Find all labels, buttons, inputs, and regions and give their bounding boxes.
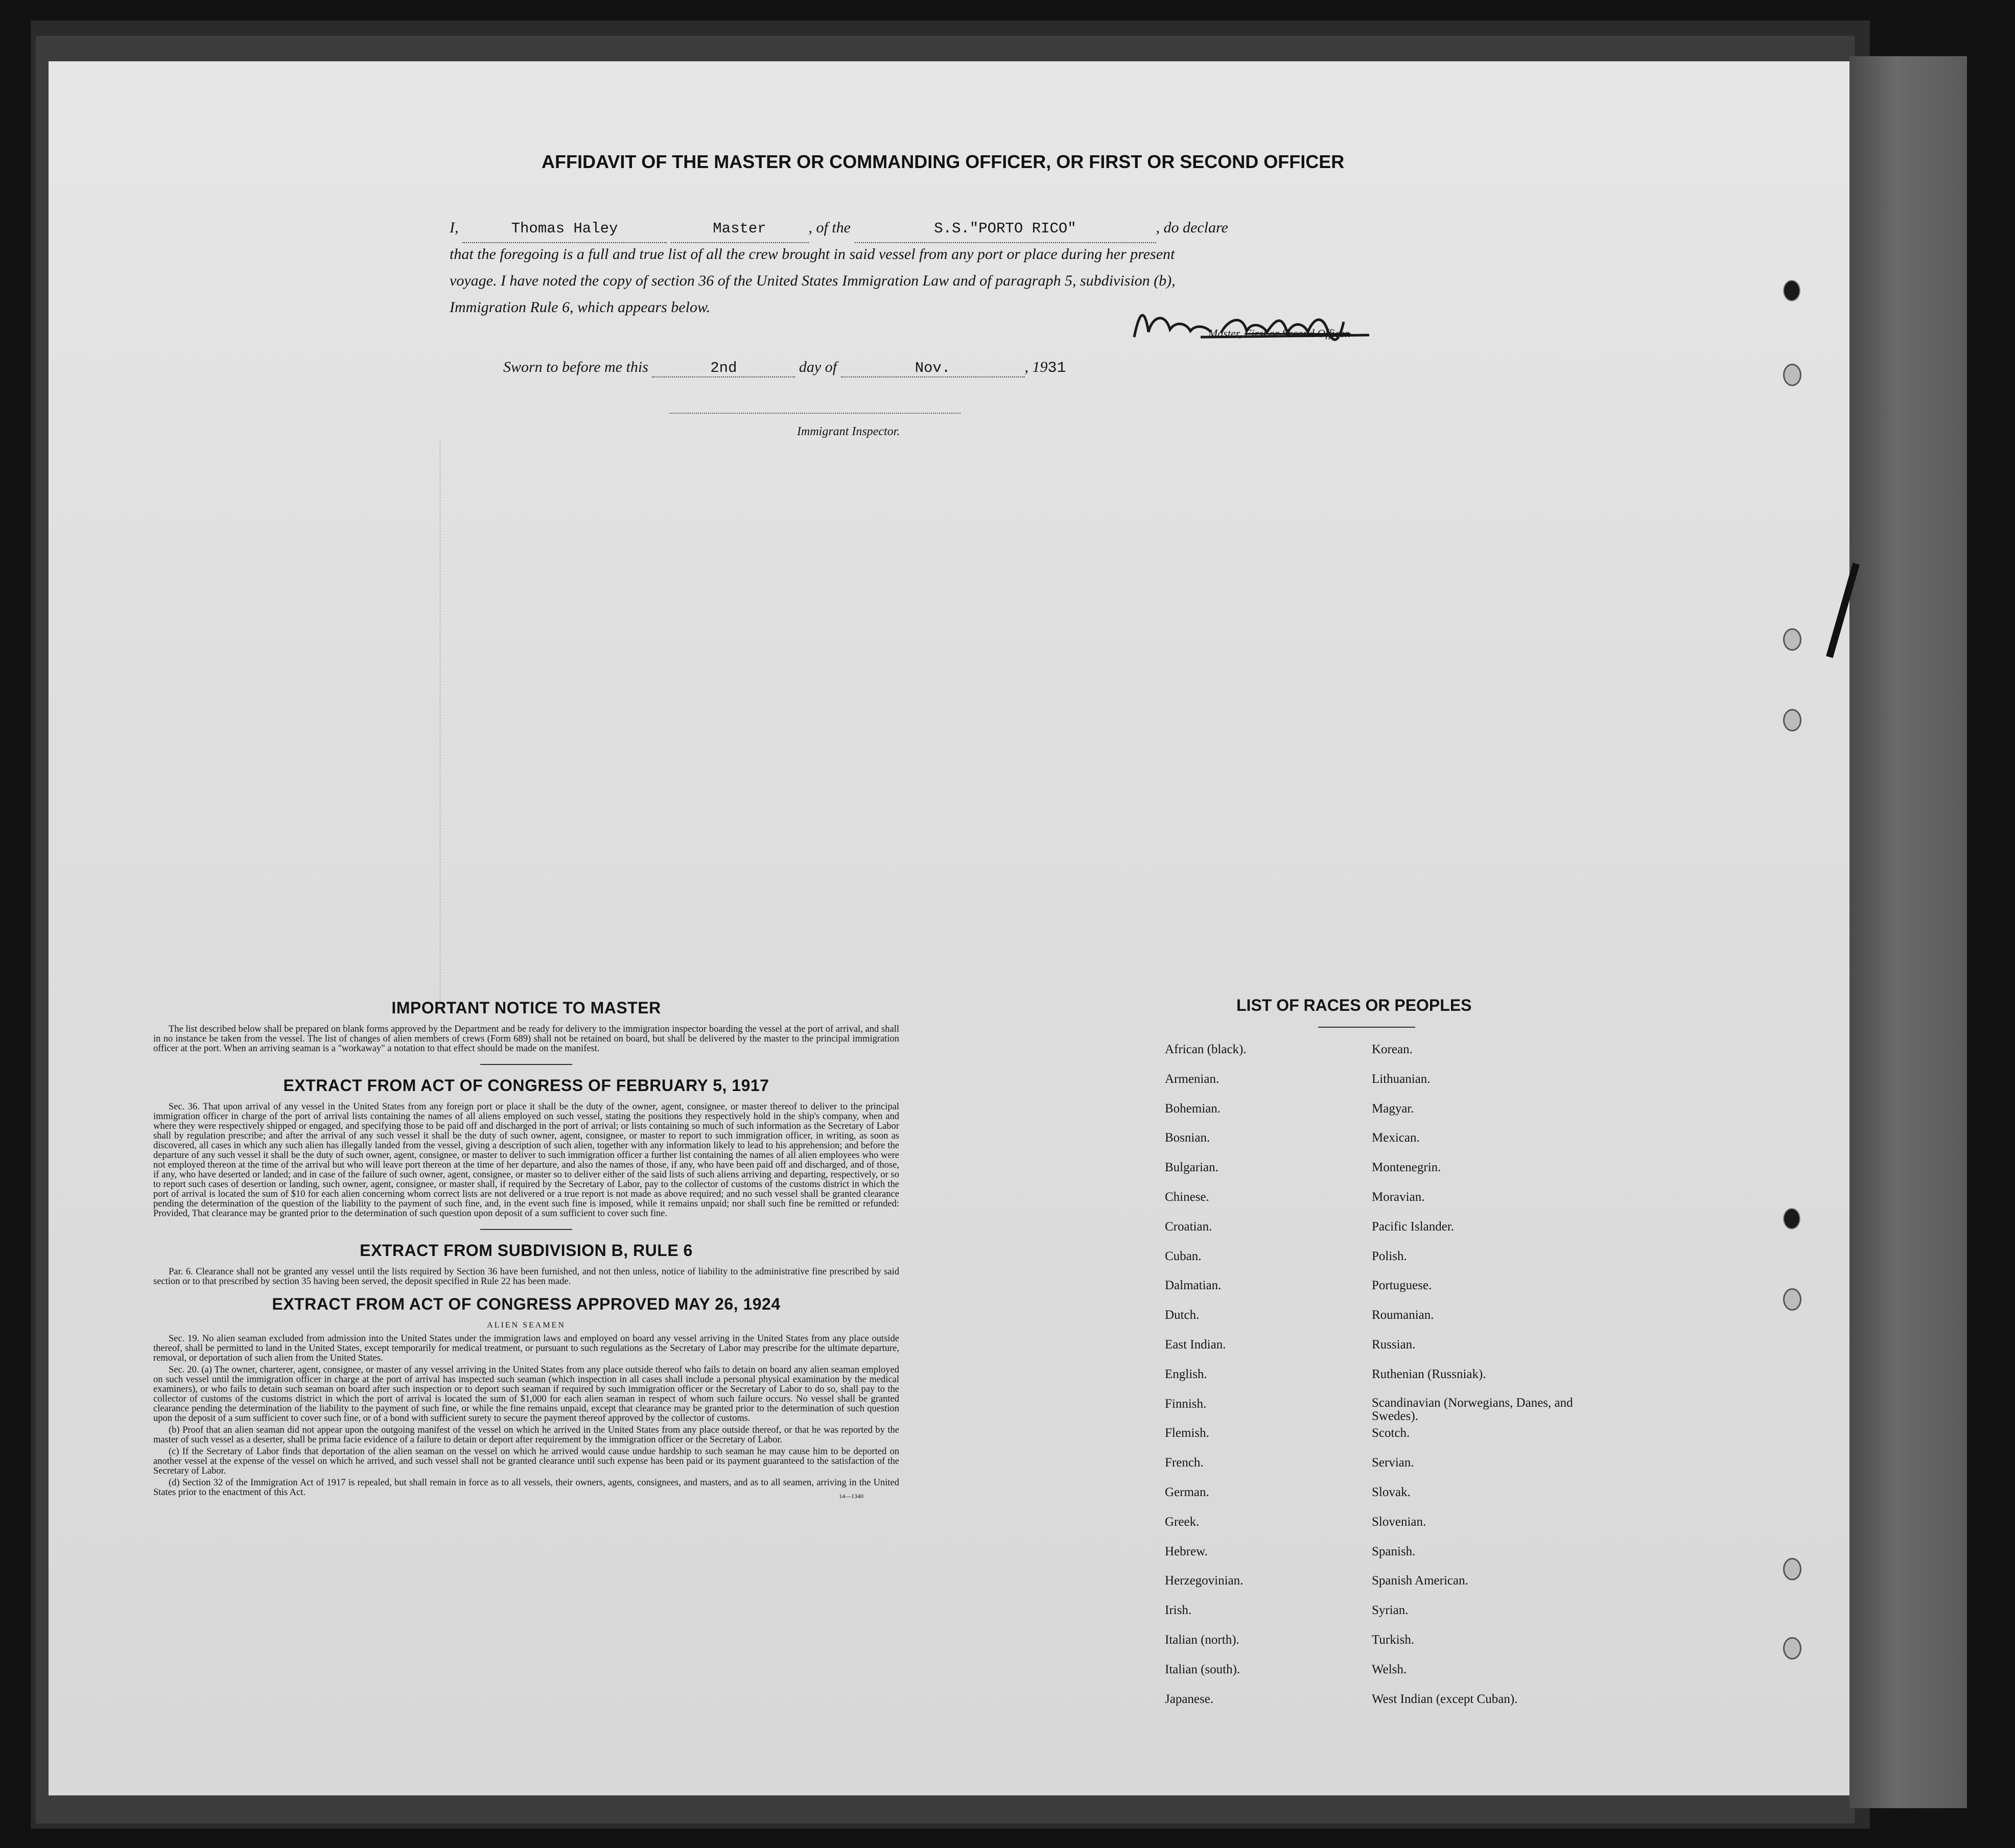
- race-item: Armenian.: [1165, 1072, 1220, 1086]
- race-item: Bulgarian.: [1165, 1160, 1219, 1175]
- race-item: Greek.: [1165, 1514, 1200, 1529]
- caption-struck-officer: First or Second Officer.: [1244, 327, 1351, 340]
- inspector-signature-line: [669, 413, 960, 414]
- race-item: African (black).: [1165, 1043, 1247, 1056]
- race-item: Welsh.: [1372, 1662, 1407, 1676]
- race-item: Cuban.: [1165, 1249, 1202, 1263]
- extract-1917-body: Sec. 36. That upon arrival of any vessel in the United States from any foreign port or place it shall be the duty of the owner, agent, consignee, or master thereof to deliver to the principal immigration officer in charge of the port of arrival lists containing the names of all aliens employed on such vessel, stating the positions they respectively hold in the ship's company, when and where they were respectively shipped or engaged, and specifying those to be paid off and discharged in the port of arrival; or lists containing so much of such information as the Secretary of Labor shall by regulation prescribe; and after the arrival of any such vessel it shall be the duty of such owner, agent, consignee, or master to report to such immigration officer, in writing, as soon as discovered, all cases in which any such alien has illegally landed from the vessel, giving a description of such alien, together with any information likely to lead to his apprehension; and before the departure of any such vessel it shall be the duty of such owner, agent, consignee, or master to deliver to such immigration officer a further list containing the names of all alien employees who were not employed thereon at the time of the arrival but who will leave port thereon at the time of her departure, and also the names of those, if any, who have been paid off and discharged, and of those, if any, who have deserted or landed; and in case of the failure of such owner, agent, consignee, or master so to deliver either of the said lists of such aliens arriving and departing, respectively, or so to report such cases of desertion or landing, such owner, agent, consignee, or master shall, if required by the Secretary of Labor, pay to the collector of customs of the customs district in which the port of arrival is located the sum of $10 for each alien concerning whom correct lists are not delivered or a true report is not made as above required; and no such vessel shall be granted clearance pending the determination of the question of the liability to the payment of such fine, and, in the event such fine is imposed, while it remains unpaid; nor shall such fine be remitted or refunded: Provided, That clearance may be granted prior to the determination of such question upon deposit of a sum sufficient to cover such fine.: [153, 1102, 899, 1219]
- race-item: Lithuanian.: [1372, 1072, 1431, 1086]
- inspector-label: Immigrant Inspector.: [797, 425, 900, 438]
- races-left-column: [1165, 1042, 1247, 1721]
- race-item: English.: [1165, 1367, 1207, 1381]
- race-item: Dalmatian.: [1165, 1278, 1222, 1293]
- race-item: West Indian (except Cuban).: [1372, 1692, 1518, 1706]
- signature-caption: [1208, 327, 1351, 340]
- punch-hole-icon: [1783, 1288, 1801, 1311]
- race-item: Bohemian.: [1165, 1101, 1221, 1116]
- race-item: French.: [1165, 1456, 1204, 1470]
- notice-title: IMPORTANT NOTICE TO MASTER: [391, 999, 661, 1017]
- race-item: Turkish.: [1372, 1632, 1415, 1647]
- sworn-day-field: 2nd: [652, 360, 795, 377]
- race-item: East Indian.: [1165, 1337, 1226, 1352]
- form-number: 14—1340: [839, 1492, 863, 1500]
- punch-hole-icon: [1783, 364, 1801, 386]
- race-item: Slovak.: [1372, 1485, 1411, 1499]
- race-item: Montenegrin.: [1372, 1160, 1441, 1175]
- race-item: Scandinavian (Norwegians, Danes, and Swedes).: [1372, 1395, 1573, 1423]
- year-prefix: , 19: [1024, 359, 1048, 375]
- race-item: Dutch.: [1165, 1308, 1200, 1322]
- race-item: Flemish.: [1165, 1426, 1209, 1440]
- punch-hole-icon: [1783, 709, 1801, 731]
- affidavit-line-3: voyage. I have noted the copy of section 36 of the United States Immigration Law and of paragraph 5, subdivision (b),: [450, 272, 1176, 289]
- race-item: Hebrew.: [1165, 1544, 1208, 1558]
- day-of-text: day of: [799, 359, 837, 375]
- race-item: Spanish American.: [1372, 1574, 1468, 1588]
- divider: [480, 1229, 572, 1230]
- race-item: Polish.: [1372, 1249, 1407, 1263]
- punch-hole-icon: [1783, 1208, 1800, 1229]
- race-item: Irish.: [1165, 1603, 1192, 1618]
- race-item: Moravian.: [1372, 1190, 1425, 1204]
- extract-1924-para: Sec. 20. (a) The owner, charterer, agent, consignee, or master of any vessel arriving in the United States from any place outside thereof who fails to detain on board any alien seaman employed on such vessel until the immigration officer in charge at the port of arrival has inspected such seaman (which inspection in all cases shall include a personal physical examination by the medical examiners), or who fails to detain such seaman on board after such inspection or to deport such seaman if required by such immigration officer or the Secretary of Labor to do so, shall pay to the collector of customs of the customs district in which the port of arrival is located the sum of $1,000 for each alien seaman in respect of whom such failure occurs. No vessel shall be granted clearance pending the determination of the liability to the payment of such fine, or while the fine remains unpaid, except that clearance may be granted prior to the determination of such question upon the deposit of a sum sufficient to cover such fine, or of a bond with sufficient surety to secure the payment thereof approved by the collector of customs.: [153, 1365, 899, 1424]
- affidavit-i: I,: [450, 219, 459, 236]
- vessel-name-field: S.S."PORTO RICO": [855, 216, 1156, 243]
- rank-field: Master: [671, 216, 809, 243]
- of-the-text: , of the: [808, 219, 851, 236]
- race-item: Japanese.: [1165, 1692, 1214, 1706]
- race-item: Ruthenian (Russniak).: [1372, 1367, 1486, 1381]
- extract-1917-title: EXTRACT FROM ACT OF CONGRESS OF FEBRUARY 5, 1917: [283, 1076, 769, 1095]
- affidavit-line-2: that the foregoing is a full and true list of all the crew brought in said vessel from any port or place during her present: [450, 246, 1175, 263]
- sworn-month-field: Nov.: [841, 360, 1025, 377]
- extract-1924-para: Sec. 19. No alien seaman excluded from admission into the United States under the immigration laws and employed on board any vessel arriving in the United States from any place outside thereof, shall be permitted to land in the United States, except temporarily for medical treatment, or pursuant to such regulations as the Secretary of Labor may prescribe for the ultimate departure, removal, or deportation of such alien from the United States.: [153, 1334, 899, 1363]
- race-item: Servian.: [1372, 1456, 1414, 1470]
- race-item: Magyar.: [1372, 1101, 1414, 1116]
- year-suffix: 31: [1047, 360, 1066, 377]
- master-name-field: Thomas Haley: [462, 216, 667, 243]
- race-item: Spanish.: [1372, 1544, 1416, 1558]
- race-item: Croatian.: [1165, 1219, 1212, 1234]
- bleed-through-dots: [439, 439, 446, 1001]
- binding-edge: [1849, 56, 1967, 1808]
- race-item: Syrian.: [1372, 1603, 1409, 1618]
- punch-hole-icon: [1783, 1558, 1801, 1580]
- race-item: Chinese.: [1165, 1190, 1209, 1204]
- race-item: Finnish.: [1165, 1396, 1207, 1411]
- affidavit-line-1: [450, 215, 1471, 241]
- race-item: Korean.: [1372, 1043, 1413, 1056]
- sworn-prefix: Sworn to before me this: [503, 359, 648, 375]
- race-item: Scotch.: [1372, 1426, 1410, 1440]
- race-item: Mexican.: [1372, 1131, 1420, 1145]
- race-item: Roumanian.: [1372, 1308, 1434, 1322]
- race-item: Russian.: [1372, 1337, 1416, 1352]
- extract-rule6-body: Par. 6. Clearance shall not be granted any vessel until the lists required by Section 36 have been furnished, and not then unless, notice of liability to the administrative fine prescribed by said section or to that prescribed by section 35 having been served, the deposit specified in Rule 22 has been made.: [153, 1267, 899, 1287]
- punch-hole-icon: [1783, 1637, 1801, 1660]
- races-divider: [1318, 1027, 1415, 1028]
- extract-rule6-title: EXTRACT FROM SUBDIVISION B, RULE 6: [360, 1241, 693, 1260]
- race-item: Pacific Islander.: [1372, 1219, 1455, 1234]
- races-title: LIST OF RACES OR PEOPLES: [1236, 996, 1472, 1014]
- extract-1924-title: EXTRACT FROM ACT OF CONGRESS APPROVED MAY 26, 1924: [272, 1295, 781, 1313]
- race-item: Italian (south).: [1165, 1662, 1240, 1676]
- punch-hole-icon: [1783, 628, 1801, 651]
- extract-1924-para: (b) Proof that an alien seaman did not appear upon the outgoing manifest of the vessel on which he arrived in the United States from any place outside thereof, or that he was reported by the master of such vessel as a deserter, shall be prima facie evidence of a failure to detain or deport after requirement by the immigration officer or the Secretary of Labor.: [153, 1425, 899, 1445]
- notice-body: The list described below shall be prepared on blank forms approved by the Department and be ready for delivery to the immigration inspector boarding the vessel at the port of arrival, and shall in no instance be taken from the vessel. The list of changes of alien members of crews (Form 689) shall not be retained on board, but shall be delivered by the master to the principal immigration officer at the port. When an arriving seaman is a "workaway" a notation to that effect should be made on the manifest.: [153, 1024, 899, 1054]
- affidavit-line-4: Immigration Rule 6, which appears below.: [450, 299, 711, 316]
- affidavit-title: AFFIDAVIT OF THE MASTER OR COMMANDING OFFICER, OR FIRST OR SECOND OFFICER: [542, 151, 1345, 172]
- extract-1924-subtitle: ALIEN SEAMEN: [487, 1321, 566, 1330]
- punch-hole-icon: [1783, 280, 1800, 301]
- race-item: German.: [1165, 1485, 1209, 1499]
- do-declare-text: , do declare: [1156, 219, 1228, 236]
- race-item: Portuguese.: [1372, 1278, 1432, 1293]
- races-right-column: [1372, 1042, 1586, 1721]
- sworn-line: [503, 359, 1066, 377]
- notice-column: [153, 999, 899, 1500]
- race-item: Bosnian.: [1165, 1131, 1210, 1145]
- race-item: Italian (north).: [1165, 1632, 1239, 1647]
- race-item: Herzegovinian.: [1165, 1574, 1244, 1588]
- master-signature: [1124, 301, 1410, 347]
- divider: [480, 1064, 572, 1065]
- extract-1924-para: (d) Section 32 of the Immigration Act of 1917 is repealed, but shall remain in force as to all vessels, their owners, agents, consignees, and masters, and as to all seamen, arriving in the United States prior to the enactment of this Act.: [153, 1478, 899, 1498]
- caption-master: Master,: [1208, 327, 1242, 340]
- race-item: Slovenian.: [1372, 1514, 1426, 1529]
- extract-1924-para: (c) If the Secretary of Labor finds that deportation of the alien seaman on the vessel on which he arrived would cause undue hardship to such seaman he may cause him to be deported on another vessel at the expense of the vessel on which he arrived, and such vessel shall not be granted clearance until such expense has been paid or its payment guaranteed to the satisfaction of the Secretary of Labor.: [153, 1447, 899, 1476]
